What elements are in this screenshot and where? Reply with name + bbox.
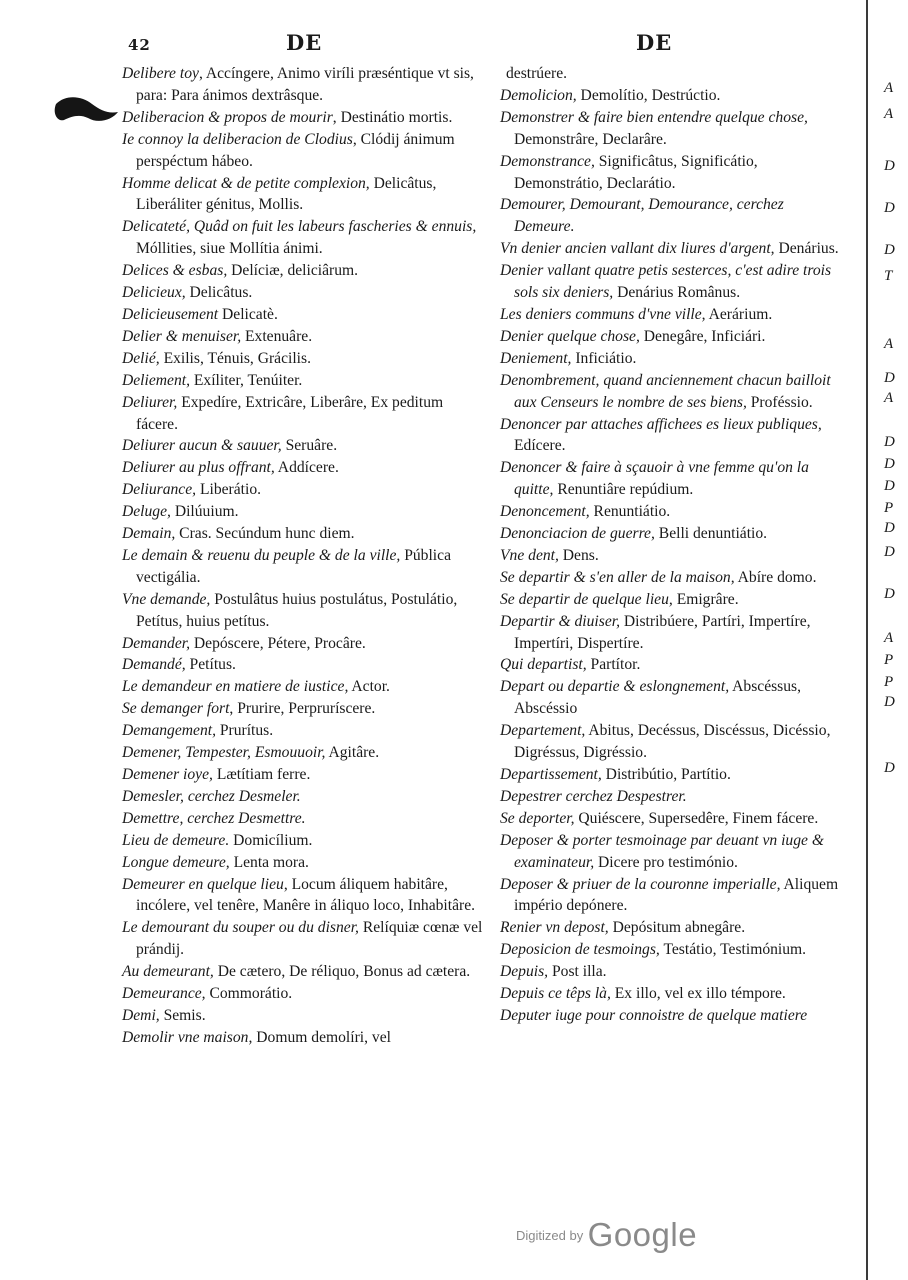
dictionary-entry xyxy=(122,720,484,742)
entry-headword: Delicateté, Quâd on fuit les labeurs fascheries & ennuis, xyxy=(122,218,477,236)
dictionary-entry xyxy=(122,107,484,129)
entry-translation: Significâtus, Significátio, Demonstrátio, Declarátio. xyxy=(514,152,758,192)
entry-translation: Dicere pro testimónio. xyxy=(594,853,738,871)
entry-translation: , Locum áliquem habitâre, incólere, vel tenêre, Manêre in áliquo loco, Inhabitâre. xyxy=(136,875,476,915)
entry-translation: Depóscere, Pétere, Procâre. xyxy=(190,634,366,652)
dictionary-entry xyxy=(500,85,844,107)
entry-translation: Dilúuium. xyxy=(170,503,239,521)
dictionary-entry xyxy=(500,194,844,238)
dictionary-entry xyxy=(122,654,484,676)
entry-translation: Pública vectigália. xyxy=(136,546,451,586)
entry-translation: Lenta mora. xyxy=(229,853,309,871)
dictionary-entry xyxy=(122,917,484,961)
dictionary-entry xyxy=(122,1005,484,1027)
dictionary-entry xyxy=(122,589,484,633)
entry-translation: Edícere. xyxy=(514,437,566,455)
entry-translation: Aliquem império depónere. xyxy=(514,875,839,915)
entry-translation: Petítus. xyxy=(185,656,236,674)
entry-translation: Postulâtus huius postulátus, Postulátio, Petítus, huius petítus. xyxy=(136,590,458,630)
entry-translation: Abíre domo. xyxy=(734,568,817,586)
gutter-letter: P xyxy=(884,652,894,668)
entry-headword: Demi, xyxy=(122,1006,160,1024)
running-head-right: DE xyxy=(636,30,673,55)
entry-headword: Longue demeure, xyxy=(122,853,230,871)
entry-headword: Qui departist, xyxy=(500,656,587,674)
entry-headword: Deposer & priuer de la couronne imperialle, xyxy=(500,875,781,893)
dictionary-entry xyxy=(500,523,844,545)
entry-translation: Expedíre, Extricâre, Liberâre, Ex peditum fácere. xyxy=(136,393,444,433)
entry-translation: Addícere. xyxy=(274,459,339,477)
dictionary-entry xyxy=(500,676,844,720)
entry-headword: Delié, xyxy=(122,349,160,367)
entry-translation: Delicâtus. xyxy=(185,284,253,302)
dictionary-entry xyxy=(122,501,484,523)
dictionary-entry xyxy=(122,348,484,370)
dictionary-entry xyxy=(122,633,484,655)
entry-translation: Denegâre, Inficiári. xyxy=(639,327,766,345)
entry-translation: Actor. xyxy=(348,678,390,696)
entry-translation: Abitus, Decéssus, Discéssus, Dicéssio, Digréssus, Digréssio. xyxy=(514,722,831,762)
dictionary-entry xyxy=(122,63,484,107)
ink-smudge xyxy=(52,90,122,130)
left-column xyxy=(122,63,484,1049)
google-logo: Google xyxy=(587,1216,698,1253)
entry-headword: Deniement, xyxy=(500,349,572,367)
dictionary-entry xyxy=(500,260,844,304)
entry-headword: Demener, Tempester, Esmouuoir, xyxy=(122,744,326,762)
entry-translation: Exíliter, Tenúiter. xyxy=(189,371,303,389)
entry-translation: Proféssio. xyxy=(746,393,813,411)
dictionary-entry xyxy=(122,282,484,304)
entry-translation: Agitâre. xyxy=(325,744,380,762)
entry-translation: Distribúere, Partíri, Impertíre, Impertíri, Dispertíre. xyxy=(514,612,811,652)
entry-translation: Lætítiam ferre. xyxy=(212,766,311,783)
entry-translation: Abscéssus, Abscéssio xyxy=(514,678,802,718)
entry-headword: Ie connoy la deliberacion de Clodius xyxy=(122,130,353,148)
dictionary-entry xyxy=(122,545,484,589)
entry-headword: Deliurer aucun & sauuer, xyxy=(122,437,282,455)
dictionary-entry xyxy=(500,567,844,589)
entry-headword: Depart ou departie & eslongnement, xyxy=(500,678,730,696)
dictionary-entry xyxy=(500,151,844,195)
facing-page-gutter xyxy=(862,60,908,1170)
gutter-letter: A xyxy=(884,336,894,352)
entry-headword: Se departir & s'en aller de la maison, xyxy=(500,568,735,586)
entry-headword: Depuis, xyxy=(500,963,549,981)
dictionary-entry xyxy=(122,698,484,720)
entry-headword: Demesler, cerchez Desmeler. xyxy=(122,787,301,805)
watermark-prefix: Digitized by xyxy=(516,1228,584,1243)
entry-headword: Demener ioye, xyxy=(122,766,213,783)
entry-headword: Deliberacion & propos de mourir xyxy=(122,108,333,126)
entry-translation: Relíquiæ cœnæ vel prándij. xyxy=(136,919,483,959)
entry-translation: Renuntiátio. xyxy=(589,503,671,521)
entry-headword: Departir & diuiser, xyxy=(500,612,620,630)
entry-translation: Emigrâre. xyxy=(672,590,739,608)
entry-translation: , Prurire, Perpruríscere. xyxy=(229,700,376,718)
gutter-letter: D xyxy=(884,694,895,710)
entry-headword: Se deporter, xyxy=(500,809,575,827)
dictionary-entry xyxy=(122,260,484,282)
entry-translation: Liberátio. xyxy=(196,481,262,499)
dictionary-entry xyxy=(500,370,844,414)
dictionary-entry xyxy=(122,479,484,501)
entry-translation: Extenuâre. xyxy=(241,327,313,345)
dictionary-entry xyxy=(500,611,844,655)
entry-headword: Se departir de quelque lieu, xyxy=(500,590,673,608)
entry-headword: Delier & menuiser, xyxy=(122,327,242,345)
dictionary-entry xyxy=(500,107,844,151)
dictionary-entry xyxy=(122,216,484,260)
gutter-letter: D xyxy=(884,200,895,216)
dictionary-entry xyxy=(122,435,484,457)
entry-headword: Renier vn depost, xyxy=(500,919,609,937)
entry-translation: Seruâre. xyxy=(281,437,338,455)
entry-headword: Delicieux, xyxy=(122,284,186,302)
entry-translation: Aerárium. xyxy=(705,305,773,323)
entry-translation: , Destinátio mortis. xyxy=(332,108,453,126)
running-head-left: DE xyxy=(286,30,323,55)
dictionary-entry xyxy=(122,830,484,852)
entry-translation: Dens. xyxy=(558,546,599,564)
gutter-letter: A xyxy=(884,630,894,646)
entry-headword: Deputer iuge pour connoistre de quelque matiere xyxy=(500,1006,808,1024)
dictionary-entry xyxy=(500,874,844,918)
entry-translation: Cras. Secúndum hunc diem. xyxy=(175,525,355,543)
entry-headword: Delicieusement xyxy=(122,305,219,323)
dictionary-entry xyxy=(122,370,484,392)
dictionary-entry xyxy=(500,589,844,611)
right-column xyxy=(500,63,844,1027)
entry-translation: Depósitum abnegâre. xyxy=(608,919,746,937)
dictionary-entry xyxy=(500,786,844,808)
gutter-letter: A xyxy=(884,106,894,122)
dictionary-entry xyxy=(500,326,844,348)
gutter-letter: A xyxy=(884,80,894,96)
entry-translation: Belli denuntiátio. xyxy=(654,525,768,543)
entry-headword: Depestrer cerchez Despestrer. xyxy=(500,787,687,805)
dictionary-entry xyxy=(500,545,844,567)
entry-headword: Deliurer, xyxy=(122,393,178,411)
entry-headword: Les deniers communs d'vne ville, xyxy=(500,305,706,323)
dictionary-entry xyxy=(122,808,484,830)
entry-headword: Demettre, cerchez Desmettre. xyxy=(122,809,306,827)
entry-translation: Móllities, siue Mollítia ánimi. xyxy=(136,240,323,258)
entry-headword: Demourer, Demourant, Demourance, cerchez Demeure. xyxy=(500,196,784,236)
entry-headword: Departissement, xyxy=(500,766,602,783)
entry-translation: Post illa. xyxy=(548,963,607,981)
gutter-letter: D xyxy=(884,760,895,776)
entry-translation: Denárius Românus. xyxy=(613,284,741,302)
entry-headword: Denier vallant quatre petis sesterces, c'est adire trois sols six deniers, xyxy=(500,262,832,302)
entry-headword: Demandé, xyxy=(122,656,186,674)
entry-headword: Denoncement, xyxy=(500,503,590,521)
dictionary-entry xyxy=(500,304,844,326)
gutter-letter: A xyxy=(884,390,894,406)
gutter-letter: D xyxy=(884,434,895,450)
dictionary-entry xyxy=(122,523,484,545)
entry-headword: Deluge, xyxy=(122,503,171,521)
entry-headword: Departement, xyxy=(500,722,586,740)
entry-headword: Denoncer par attaches affichees es lieux publiques, xyxy=(500,415,822,433)
entry-translation: Denárius. xyxy=(774,240,839,258)
dictionary-entry xyxy=(500,1005,844,1027)
entry-translation: Partítor. xyxy=(586,656,641,674)
dictionary-entry xyxy=(122,129,484,173)
entry-translation: Distribútio, Partítio. xyxy=(601,766,731,783)
entry-translation: Delíciæ, deliciârum. xyxy=(227,262,359,280)
dictionary-entry xyxy=(122,457,484,479)
entry-translation: Demonstrâre, Declarâre. xyxy=(514,130,667,148)
dictionary-entry xyxy=(122,392,484,436)
gutter-letter: T xyxy=(884,268,893,284)
entry-translation: , Clódij ánimum perspéctum hábeo. xyxy=(136,130,455,170)
entry-headword: Demander, xyxy=(122,634,190,652)
entry-headword: Au demeurant, xyxy=(122,963,214,981)
entry-headword: Depuis ce têps là, xyxy=(500,985,611,1003)
dictionary-entry xyxy=(500,63,844,85)
gutter-letter: P xyxy=(884,674,894,690)
entry-translation: Ex illo, vel ex illo témpore. xyxy=(610,985,786,1003)
entry-headword: Demeurer en quelque lieu xyxy=(122,875,284,893)
entry-translation: Domum demolíri, vel xyxy=(252,1028,391,1046)
entry-headword: Demonstrance, xyxy=(500,152,595,170)
entry-headword: Delices & esbas, xyxy=(122,262,228,280)
entry-translation: Domicílium. xyxy=(229,831,313,849)
entry-translation: Semis. xyxy=(159,1006,206,1024)
entry-headword: Delibere toy xyxy=(122,65,199,82)
entry-translation: Testátio, Testimónium. xyxy=(659,941,807,959)
entry-headword: Denoncer & faire à sçauoir à vne femme qu'on la quitte, xyxy=(500,459,809,499)
gutter-letter: D xyxy=(884,478,895,494)
entry-translation: Quiéscere, Supersedêre, Finem fácere. xyxy=(574,809,819,827)
dictionary-entry xyxy=(122,786,484,808)
dictionary-entry xyxy=(500,961,844,983)
dictionary-entry xyxy=(500,501,844,523)
entry-headword: Deliurer au plus offrant, xyxy=(122,459,275,477)
entry-headword: Homme delicat & de petite complexion, xyxy=(122,174,370,192)
dictionary-entry xyxy=(500,764,844,786)
dictionary-entry xyxy=(122,764,484,786)
dictionary-entry xyxy=(122,983,484,1005)
entry-headword: Vn denier ancien vallant dix liures d'argent, xyxy=(500,240,775,258)
entry-headword: Deliement, xyxy=(122,371,190,389)
entry-headword: Deliurance, xyxy=(122,481,197,499)
entry-translation: Inficiátio. xyxy=(571,349,637,367)
entry-headword: Demonstrer & faire bien entendre quelque chose, xyxy=(500,108,808,126)
entry-headword: Demolir vne maison, xyxy=(122,1028,253,1046)
entry-translation: destrúere. xyxy=(506,65,568,82)
entry-headword: Demain, xyxy=(122,525,176,543)
entry-headword: Le demourant du souper ou du disner, xyxy=(122,919,359,937)
entry-translation: , Accíngere, Animo viríli præséntique vt sis, para: Para ánimos dextrâsque. xyxy=(136,65,474,104)
entry-headword: Deposer & porter tesmoinage par deuant vn iuge & examinateur, xyxy=(500,831,824,871)
page-number: 42 xyxy=(128,36,151,54)
gutter-letter: D xyxy=(884,544,895,560)
dictionary-entry xyxy=(500,830,844,874)
entry-translation: Demolítio, Destrúctio. xyxy=(576,86,721,104)
entry-headword: Demangement, xyxy=(122,722,216,740)
dictionary-entry xyxy=(500,238,844,260)
entry-translation: Renuntiâre repúdium. xyxy=(553,481,694,499)
gutter-letter: D xyxy=(884,456,895,472)
gutter-letter: D xyxy=(884,158,895,174)
gutter-letter: P xyxy=(884,500,894,516)
entry-headword: Le demandeur en matiere de iustice, xyxy=(122,678,349,696)
gutter-letter: D xyxy=(884,520,895,536)
entry-translation: Exilis, Ténuis, Grácilis. xyxy=(159,349,311,367)
dictionary-entry xyxy=(122,742,484,764)
entry-headword: Denonciacion de guerre, xyxy=(500,525,655,543)
dictionary-entry xyxy=(500,457,844,501)
entry-headword: Se demanger fort xyxy=(122,700,230,718)
entry-translation: De cætero, De réliquo, Bonus ad cætera. xyxy=(213,963,471,981)
dictionary-entry xyxy=(122,1027,484,1049)
entry-translation: Delicatè. xyxy=(218,305,278,323)
entry-headword: Demeurance, xyxy=(122,985,206,1003)
dictionary-entry xyxy=(500,983,844,1005)
dictionary-entry xyxy=(122,852,484,874)
dictionary-entry xyxy=(500,917,844,939)
gutter-letter: D xyxy=(884,242,895,258)
dictionary-entry xyxy=(122,304,484,326)
dictionary-entry xyxy=(122,173,484,217)
dictionary-entry xyxy=(122,326,484,348)
entry-headword: Vne dent, xyxy=(500,546,559,564)
dictionary-entry xyxy=(500,348,844,370)
dictionary-entry xyxy=(122,874,484,918)
entry-translation: Commorátio. xyxy=(205,985,293,1003)
dictionary-entry xyxy=(500,939,844,961)
entry-headword: Vne demande, xyxy=(122,590,211,608)
dictionary-entry xyxy=(122,961,484,983)
entry-headword: Denombrement, quand anciennement chacun bailloit aux Censeurs le nombre de ses biens, xyxy=(500,371,831,411)
dictionary-entry xyxy=(500,414,844,458)
gutter-letter: D xyxy=(884,586,895,602)
entry-translation: Delicâtus, Liberáliter génitus, Mollis. xyxy=(136,174,437,214)
entry-translation: Prurítus. xyxy=(215,722,274,740)
entry-headword: Lieu de demeure. xyxy=(122,831,230,849)
entry-headword: Denier quelque chose, xyxy=(500,327,640,345)
entry-headword: Demolicion, xyxy=(500,86,577,104)
gutter-letter: D xyxy=(884,370,895,386)
entry-headword: Le demain & reuenu du peuple & de la ville, xyxy=(122,546,401,564)
entry-headword: Deposicion de tesmoings, xyxy=(500,941,660,959)
dictionary-entry xyxy=(122,676,484,698)
digitized-watermark xyxy=(516,1216,697,1254)
dictionary-entry xyxy=(500,720,844,764)
dictionary-entry xyxy=(500,808,844,830)
dictionary-entry xyxy=(500,654,844,676)
